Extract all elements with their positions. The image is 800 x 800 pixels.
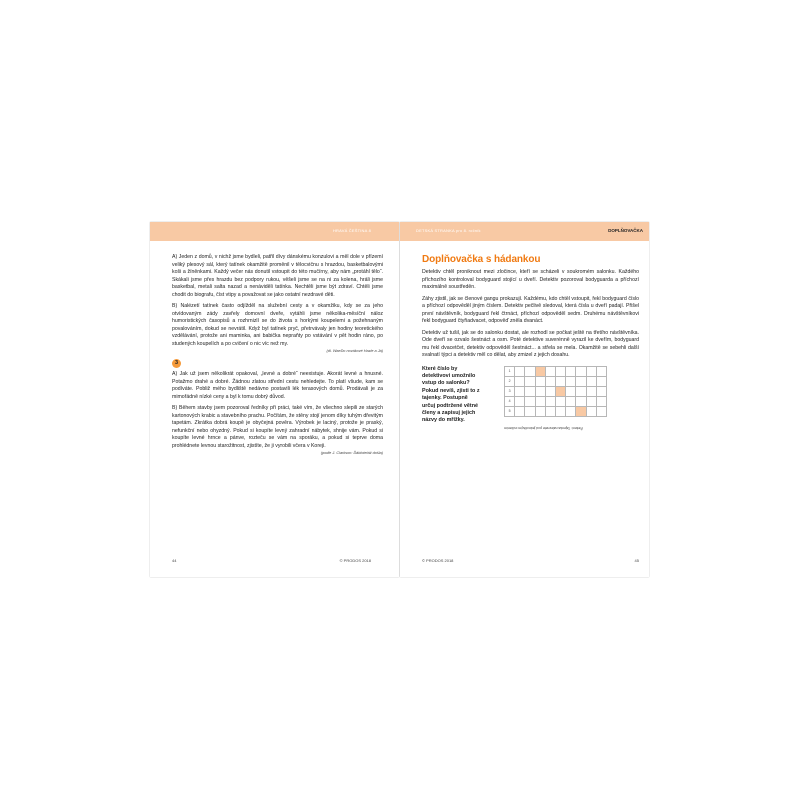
- right-header-band: [400, 222, 649, 241]
- exercise-number-badge: 3: [172, 359, 181, 368]
- paragraph-a: A) Jeden z domů, v nichž jsme bydleli, patřil dívy dánskému konzulovi a měl dole v přízemí veliký plesový sál, který tatínek okamžitě proměnil v tělocvičnu s hrazdou, basketbalovými koši a žíněnkami. Každý večer nás donutil vstoupit do této mučírny, aby nám „protáhl tělo“. Skákali jsme přes hrazdu bez podpory rukou, věšeli jsme se na ni za kolena, hráli jsme basketbal, metali salta nazad a nenáviděli tatínka. Nechtěli jsme být zdraví. Chtěli jsme chodit do biografu, číst vtipy a považovat se jako ostatní nezdravé děti.: [172, 254, 383, 298]
- grid-cell[interactable]: [586, 376, 596, 386]
- left-header-band: [150, 222, 399, 241]
- grid-cell[interactable]: [566, 386, 576, 396]
- paragraph-c: A) Jak už jsem několikrát opakoval, „levné a dobré“ neexistuje. Akorát levné a hnusné. Potažmo drahé a dobré. Žádnou zlatou střední cestu nehledejte. To platí všude, kam se podíváte. Pobliž mého bydliště nedávno postavili lék terasových domů. Prodávali je za mimořádně nízké ceny a byl k tomu dobrý důvod.: [172, 371, 383, 400]
- grid-cell[interactable]: [555, 396, 565, 406]
- grid-row-label: 2: [505, 376, 515, 386]
- grid-cell[interactable]: [555, 376, 565, 386]
- grid-cell-highlight[interactable]: [535, 366, 545, 376]
- grid-cell[interactable]: [545, 396, 555, 406]
- grid-cell[interactable]: [515, 366, 525, 376]
- grid-cell[interactable]: [555, 366, 565, 376]
- grid-cell[interactable]: [566, 366, 576, 376]
- grid-cell[interactable]: [525, 366, 535, 376]
- grid-cell[interactable]: [596, 386, 606, 396]
- right-page: [400, 222, 649, 577]
- grid-cell[interactable]: [545, 366, 555, 376]
- source-citation: (podle J. Clarkson: Ďáblotetáž došla): [320, 451, 383, 455]
- paragraph-3: Detektiv už tušil, jak se do salonku dostat, ale rozhodl se počkat ještě na třetího návštěvníka. Ode dveří se ozvalo šestnáct a osm. Poté detektive suverénně vyrazil ke dveřím, bodyguard mu řekl dvacetčet, detektiv odpověděl šestnáct... a střela se mela. Okamžitě se sebehli další svalnatí týpci a detektiv měl co dělat, aby zmizel z jejich dosahu.: [422, 329, 639, 358]
- grid-cell-highlight[interactable]: [555, 386, 565, 396]
- grid-cell[interactable]: [545, 406, 555, 416]
- puzzle-area: [422, 366, 639, 446]
- grid-cell[interactable]: [535, 386, 545, 396]
- grid-cell-highlight[interactable]: [576, 406, 586, 416]
- grid-cell[interactable]: [515, 386, 525, 396]
- grid-row-label: 5: [505, 406, 515, 416]
- grid-cell[interactable]: [525, 386, 535, 396]
- grid-row: [505, 366, 607, 376]
- copyright: © PRODOS 2018: [339, 558, 371, 563]
- paragraph-b: B) Nalézetí tatínek často odjížděl na služební cesty a v okamžiku, kdy se za jeho otvídovaným zády zavřely domovní dveře, vytáhli jsme několika-měsíční náloz humoristických časopisů a rozhrnizlí se do života s horkými koupelemi a požehnaným povalováním, dokud se nevrátil. Když byl tatínek pryč, přetrvávaly jen hodiny teoretického vzdělávání, protože ani maminka, ani babička nepraňty po vstávání v pět hodin ráno, po studených koupelích a po cvičení o nic víc než my.: [172, 303, 383, 347]
- grid-cell[interactable]: [535, 376, 545, 386]
- grid-cell[interactable]: [566, 406, 576, 416]
- grid-cell[interactable]: [545, 376, 555, 386]
- grid-row-label: 4: [505, 396, 515, 406]
- grid-cell[interactable]: [545, 386, 555, 396]
- grid-cell[interactable]: [535, 406, 545, 416]
- grid-cell[interactable]: [515, 376, 525, 386]
- left-content: [172, 254, 383, 461]
- right-content: [422, 254, 639, 446]
- crossword-grid: [504, 366, 607, 417]
- source-citation: (dl. WaeDo novákové Hazle a Já): [326, 349, 383, 353]
- grid-cell[interactable]: [525, 376, 535, 386]
- grid-row: [505, 386, 607, 396]
- upside-down-solution-note: Řešení: Tajenka naleznete pod jednotlivým cvičením: [504, 425, 583, 430]
- grid-cell[interactable]: [576, 366, 586, 376]
- grid-cell[interactable]: [576, 376, 586, 386]
- puzzle-question: Které číslo by detektivovi umožnilo vstup do salonku? Pokud nevíš, zjisti to z tajenky. Postupně určuj podtržené větné členy a zapisuj jejich názvy do mřížky.: [422, 365, 480, 424]
- grid-row: [505, 406, 607, 416]
- paragraph-d: B) Během stavby jsem pozoroval ředníky při práci, také vím, že všechno slepili ze starých kartonových krabic a stavebního prachu. Počítám, že stěny stojí jenom díky tuhým dřevitým tapetám. Zkrátka dobrá koupě je obyčejná pověra. Výrobek je laciný, protože je praský, nefunkční nebo ohyzdný. Pokud si koupíte levný zahradní nábytek, shnije vám. Pokud si koupíte levné hrnce a pánve, rozteču se vám na sporáku, a pokud si teprve doma prohlédnete levnou starožitnost, zjistíte, že ji vyrobili včera v Koreji.: [172, 405, 383, 449]
- grid-cell[interactable]: [586, 396, 596, 406]
- grid-cell[interactable]: [566, 396, 576, 406]
- running-head: HRAVÁ ČEŠTINA 8: [332, 228, 371, 233]
- grid-cell[interactable]: [596, 376, 606, 386]
- grid-cell[interactable]: [586, 366, 596, 376]
- copyright: © PRODOS 2018: [422, 558, 454, 563]
- grid-cell[interactable]: [555, 406, 565, 416]
- grid-cell[interactable]: [596, 406, 606, 416]
- left-page: [150, 222, 399, 577]
- grid-cell[interactable]: [576, 386, 586, 396]
- grid-cell[interactable]: [535, 396, 545, 406]
- paragraph-1: Detektiv chtěl proniknout mezi zločince, kteří se scházeli v soukromém salonku. Každého příchozího kontroloval bodyguard stojící u dveří. Detektiv pozoroval bodyguarda a příchozí maximálně soustředěn.: [422, 269, 639, 290]
- section-tag: DOPLŇOVAČKA: [608, 228, 643, 233]
- grid-cell[interactable]: [515, 396, 525, 406]
- grid-cell[interactable]: [596, 396, 606, 406]
- running-head: DETSKÁ STRANKA pro 8. ročník: [416, 228, 481, 233]
- grid-row-label: 3: [505, 386, 515, 396]
- paragraph-2: Záhy zjistil, jak se členové gangu prokazují. Každému, kdo chtěl vstoupit, řekl bodyguard číslo a příchozí odpověděl jiným číslem. Detektiv pečlivě sledoval, která čísla u dveří padají. Přišel první návštěvník, bodyguard řekl čtrnáct, příchozí odpověděl sedm. Druhému návštěvníkovi řekl bodyguard čtyřiadvacet, odpověď zněla dvanáct.: [422, 295, 639, 324]
- grid-row: [505, 396, 607, 406]
- grid-cell[interactable]: [586, 406, 596, 416]
- grid-row-label: 1: [505, 366, 515, 376]
- grid-cell[interactable]: [576, 396, 586, 406]
- grid-cell[interactable]: [525, 396, 535, 406]
- page-heading: Doplňovačka s hádankou: [422, 254, 541, 265]
- page-number: 44: [172, 558, 177, 563]
- page-number: 45: [634, 558, 639, 563]
- grid-cell[interactable]: [596, 366, 606, 376]
- grid-cell[interactable]: [515, 406, 525, 416]
- grid-cell[interactable]: [586, 386, 596, 396]
- grid-cell[interactable]: [566, 376, 576, 386]
- grid-row: [505, 376, 607, 386]
- grid-cell[interactable]: [525, 406, 535, 416]
